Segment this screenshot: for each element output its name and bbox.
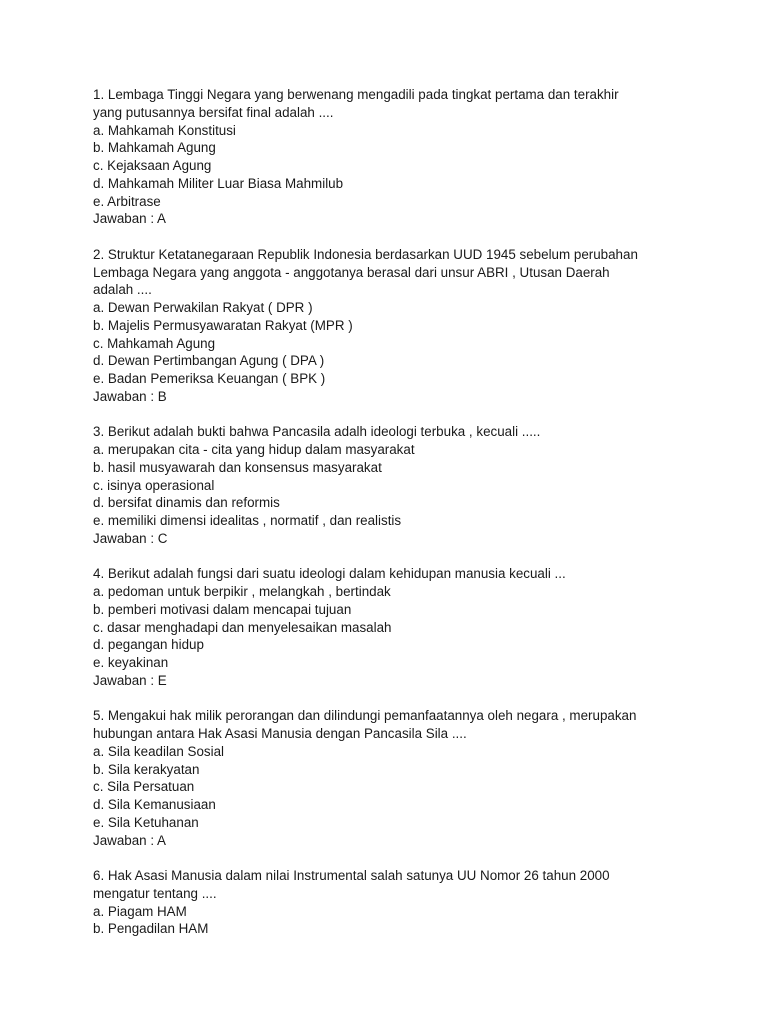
answer-option: e. memiliki dimensi idealitas , normatif , dan realistis	[93, 513, 402, 528]
question-stem-line: adalah ....	[93, 282, 152, 298]
answer-option: d. bersifat dinamis dan reformis	[93, 495, 280, 511]
document-page	[93, 86, 733, 956]
question-1	[93, 86, 733, 228]
question-stem-line: mengatur tentang ....	[93, 885, 217, 901]
answer-key: Jawaban : A	[93, 832, 166, 848]
question-stem-line: 3. Berikut adalah bukti bahwa Pancasila adalh ideologi terbuka , kecuali .....	[93, 424, 541, 440]
answer-option: b. pemberi motivasi dalam mencapai tujuan	[93, 601, 352, 617]
answer-option: b. Pengadilan HAM	[93, 921, 209, 937]
question-stem-line: 6. Hak Asasi Manusia dalam nilai Instrumental salah satunya UU Nomor 26 tahun 2000	[93, 868, 610, 883]
answer-option: e. Sila Ketuhanan	[93, 814, 199, 830]
answer-option: d. pegangan hidup	[93, 637, 204, 653]
question-stem-line: 2. Struktur Ketatanegaraan Republik Indonesia berdasarkan UUD 1945 sebelum perubahan	[93, 246, 638, 262]
question-stem-line: yang putusannya bersifat final adalah ....	[93, 104, 334, 120]
answer-option: d. Sila Kemanusiaan	[93, 797, 216, 812]
question-2	[93, 246, 733, 406]
answer-option: e. Arbitrase	[93, 193, 161, 209]
answer-option: d. Mahkamah Militer Luar Biasa Mahmilub	[93, 175, 344, 191]
answer-key: Jawaban : B	[93, 388, 167, 404]
answer-option: d. Dewan Pertimbangan Agung ( DPA )	[93, 353, 325, 369]
answer-option: c. Kejaksaan Agung	[93, 158, 212, 173]
answer-option: a. merupakan cita - cita yang hidup dalam masyarakat	[93, 442, 415, 457]
answer-key: Jawaban : E	[93, 672, 167, 688]
question-5	[93, 707, 733, 849]
answer-option: a. Piagam HAM	[93, 903, 187, 919]
answer-option: b. Mahkamah Agung	[93, 140, 216, 156]
question-stem-line: 1. Lembaga Tinggi Negara yang berwenang mengadili pada tingkat pertama dan terakhir	[93, 87, 619, 102]
answer-option: b. Majelis Permusyawaratan Rakyat (MPR )	[93, 317, 353, 333]
answer-option: a. pedoman untuk berpikir , melangkah , bertindak	[93, 584, 391, 599]
answer-option: e. keyakinan	[93, 655, 169, 670]
question-stem-line: hubungan antara Hak Asasi Manusia dengan Pancasila Sila ....	[93, 726, 467, 741]
answer-option: a. Mahkamah Konstitusi	[93, 122, 236, 138]
question-stem-line: 4. Berikut adalah fungsi dari suatu ideologi dalam kehidupan manusia kecuali ...	[93, 566, 566, 582]
question-6	[93, 867, 733, 938]
question-stem-line: Lembaga Negara yang anggota - anggotanya berasal dari unsur ABRI , Utusan Daerah	[93, 264, 610, 280]
answer-option: c. Sila Persatuan	[93, 779, 195, 795]
answer-option: e. Badan Pemeriksa Keuangan ( BPK )	[93, 371, 326, 386]
question-4	[93, 565, 733, 689]
answer-option: c. isinya operasional	[93, 477, 215, 493]
answer-option: a. Dewan Perwakilan Rakyat ( DPR )	[93, 300, 313, 315]
answer-option: b. hasil musyawarah dan konsensus masyarakat	[93, 459, 382, 475]
answer-option: a. Sila keadilan Sosial	[93, 743, 225, 759]
question-stem-line: 5. Mengakui hak milik perorangan dan dilindungi pemanfaatannya oleh negara , merupakan	[93, 708, 637, 724]
answer-key: Jawaban : A	[93, 211, 166, 227]
answer-option: b. Sila kerakyatan	[93, 761, 200, 777]
answer-key: Jawaban : C	[93, 530, 168, 546]
answer-option: c. dasar menghadapi dan menyelesaikan masalah	[93, 619, 392, 635]
answer-option: c. Mahkamah Agung	[93, 335, 216, 351]
question-3	[93, 423, 733, 547]
